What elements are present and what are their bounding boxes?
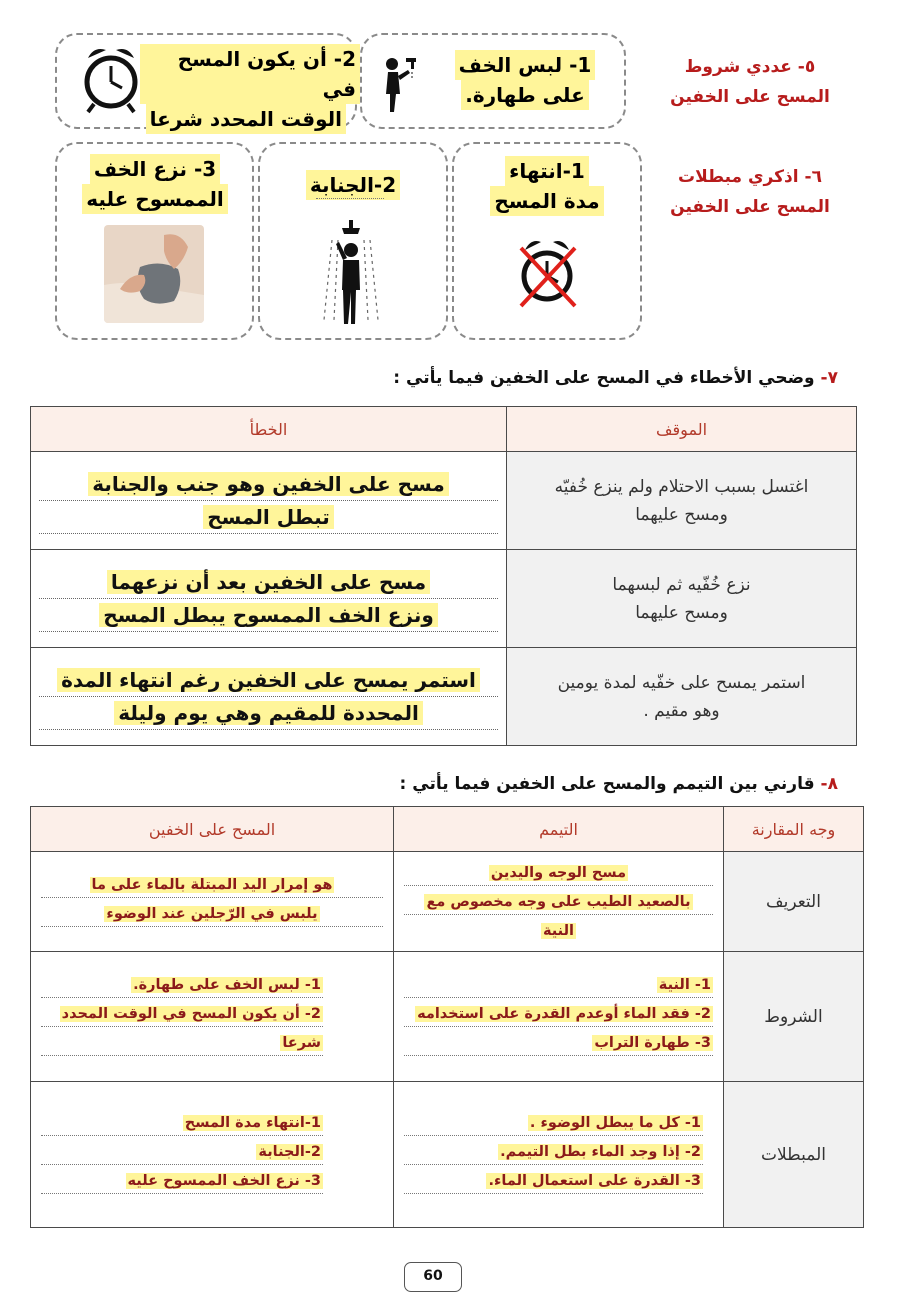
q7-row3-situation-line2: وهو مقيم . — [643, 700, 720, 721]
q7-header-row — [31, 407, 857, 452]
q8-number: ٨- — [820, 774, 838, 794]
q7-row1-situation — [507, 452, 857, 550]
q5-title-line2: المسح على الخفين — [670, 87, 830, 107]
q8-def-khuf-2: يلبس في الرّجلين عند الوضوء — [106, 905, 318, 922]
q7-row2-situation-line2: ومسح عليهما — [635, 602, 728, 623]
q6-answer-1 — [462, 156, 632, 216]
q7-row3-error — [31, 648, 507, 746]
washing-feet-icon — [378, 50, 418, 120]
q6-answer-3-line2: الممسوح عليه — [82, 184, 228, 214]
q6-answer-3-line1: 3- نزع الخف — [90, 154, 220, 184]
q7-row3-error-line2: المحددة للمقيم وهي يوم وليلة — [114, 701, 423, 725]
q8-conditions-khuf — [31, 952, 394, 1082]
q8-inv-khuf-1: 1-انتهاء مدة المسح — [184, 1115, 321, 1131]
q7-title: وضحي الأخطاء في المسح على الخفين فيما يأتي : — [393, 368, 815, 388]
q6-answer-3 — [65, 154, 245, 214]
q8-inv-khuf-2: 2-الجنابة — [258, 1144, 321, 1160]
q5-title-line1: ٥- عددي شروط — [684, 57, 816, 77]
q7-row1-situation-line2: ومسح عليهما — [635, 504, 728, 525]
q5-answer-1 — [450, 50, 600, 110]
q8-cond-khuf-3: شرعا — [282, 1035, 321, 1051]
q7-row2-error-line1: مسح على الخفين بعد أن نزعهما — [107, 570, 430, 594]
table-row — [31, 852, 864, 952]
q8-definition-khuf — [31, 852, 394, 952]
q8-col-tayammum: التيمم — [394, 807, 724, 852]
q7-row2-error-line2: ونزع الخف الممسوح يبطل المسح — [99, 603, 438, 627]
table-row — [31, 952, 864, 1082]
q7-row1-error — [31, 452, 507, 550]
q7-row2-error — [31, 550, 507, 648]
table-row — [31, 1082, 864, 1228]
q8-def-tay-1: مسح الوجه واليدين — [490, 864, 627, 881]
q8-def-tay-3: النية — [542, 922, 575, 939]
q5-answer-2-line2: الوقت المحدد شرعا — [146, 104, 346, 134]
q7-number: ٧- — [820, 368, 838, 388]
q8-def-tay-2: بالصعيد الطيب على وجه مخصوص مع — [426, 893, 691, 910]
q8-header-row — [31, 807, 864, 852]
q8-table — [30, 806, 864, 1228]
q8-invalidators-tayammum — [394, 1082, 724, 1228]
q8-title: قارني بين التيمم والمسح على الخفين فيما يأتي : — [399, 774, 815, 794]
q7-row3-error-line1: استمر يمسح على الخفين رغم انتهاء المدة — [57, 668, 480, 692]
table-row — [31, 452, 857, 550]
crossed-clock-icon — [515, 234, 579, 310]
q6-answer-1-line1: 1-انتهاء — [505, 156, 589, 186]
page-number: 60 — [404, 1262, 462, 1292]
q8-inv-tay-1: 1- كل ما يبطل الوضوء . — [529, 1115, 701, 1131]
q8-inv-tay-2: 2- إذا وجد الماء بطل التيمم. — [500, 1144, 701, 1160]
q5-answer-1-line2: على طهارة. — [461, 80, 589, 110]
q7-row3-situation — [507, 648, 857, 746]
q8-conditions-tayammum — [394, 952, 724, 1082]
q7-row1-error-line1: مسح على الخفين وهو جنب والجنابة — [88, 472, 448, 496]
q8-definition-label: التعريف — [724, 852, 864, 952]
q8-invalidators-khuf — [31, 1082, 394, 1228]
q6-title — [660, 162, 840, 222]
q7-table — [30, 406, 857, 746]
q8-col-khuf: المسح على الخفين — [31, 807, 394, 852]
alarm-clock-icon — [80, 42, 142, 116]
q8-inv-khuf-3: 3- نزع الخف الممسوح عليه — [127, 1173, 321, 1189]
q8-cond-tay-1: 1- النية — [658, 977, 711, 993]
table-row — [31, 648, 857, 746]
q7-row2-situation — [507, 550, 857, 648]
q8-conditions-label: الشروط — [724, 952, 864, 1082]
q8-invalidators-label: المبطلات — [724, 1082, 864, 1228]
shower-person-icon — [318, 220, 384, 330]
q7-row2-situation-line1: نزع خُفّيه ثم لبسهما — [612, 574, 751, 595]
q8-def-khuf-1: هو إمرار اليد المبتلة بالماء على ما — [91, 876, 333, 893]
q7-row1-situation-line1: اغتسل بسبب الاحتلام ولم ينزع خُفيّه — [554, 476, 809, 497]
q8-cond-tay-2: 2- فقد الماء أوعدم القدرة على استخدامه — [417, 1006, 711, 1022]
q8-cond-khuf-1: 1- لبس الخف على طهارة. — [133, 977, 321, 993]
q6-answer-1-line2: مدة المسح — [490, 186, 603, 216]
q8-col-aspect: وجه المقارنة — [724, 807, 864, 852]
q7-col-situation: الموقف — [507, 407, 857, 452]
q5-answer-1-line1: 1- لبس الخف — [455, 50, 596, 80]
q8-cond-khuf-2: 2- أن يكون المسح في الوقت المحدد — [61, 1006, 321, 1022]
q7-row1-error-line2: تبطل المسح — [203, 505, 334, 529]
q6-answer-2-text: 2-الجنابة — [306, 170, 400, 200]
q6-answer-2 — [268, 170, 438, 200]
q5-answer-2 — [140, 44, 360, 134]
q8-heading — [278, 774, 838, 794]
q7-col-error: الخطأ — [31, 407, 507, 452]
q5-answer-2-line1: 2- أن يكون المسح في — [140, 44, 360, 104]
q5-title — [660, 52, 840, 112]
q7-heading — [278, 368, 838, 388]
q8-inv-tay-3: 3- القدرة على استعمال الماء. — [488, 1173, 701, 1189]
q7-row3-situation-line1: استمر يمسح على خفّيه لمدة يومين — [557, 672, 806, 693]
q6-title-line1: ٦- اذكري مبطلات — [678, 167, 822, 187]
table-row — [31, 550, 857, 648]
sock-removal-image — [104, 225, 204, 323]
q8-cond-tay-3: 3- طهارة التراب — [594, 1035, 711, 1051]
q6-title-line2: المسح على الخفين — [670, 197, 830, 217]
q6-answer-2-dotline — [316, 198, 384, 199]
q8-definition-tayammum — [394, 852, 724, 952]
